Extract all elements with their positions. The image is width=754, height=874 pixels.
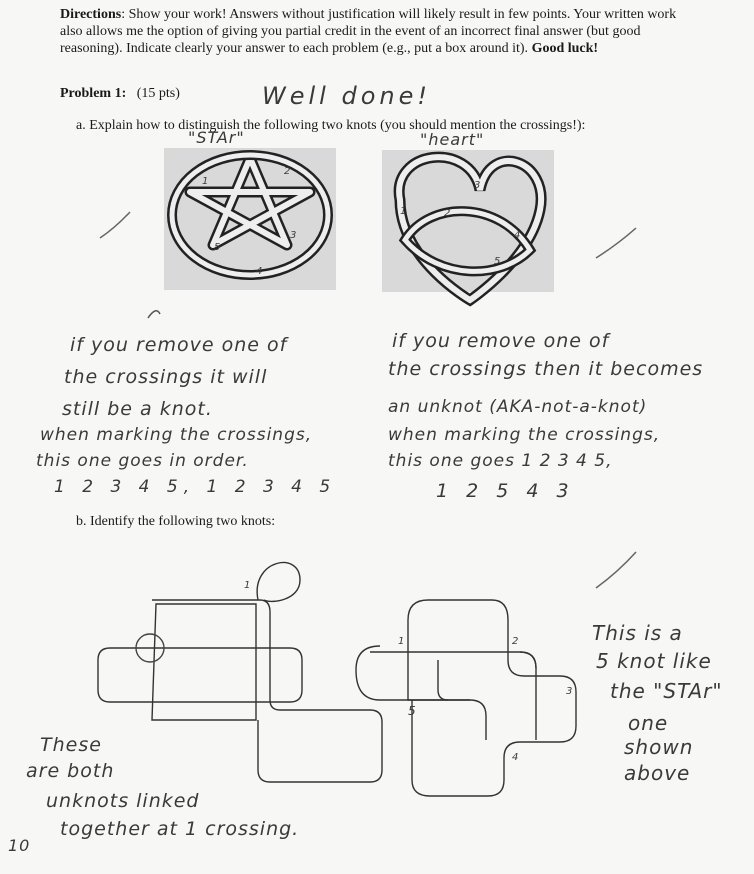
answer-b-right-line: shown xyxy=(624,735,694,759)
star-crossing-3: 3 xyxy=(290,230,298,241)
star-label: "STAr" xyxy=(188,128,245,147)
answer-right-line: this one goes 1 2 3 4 5, xyxy=(388,451,613,471)
answer-b-left-line: together at 1 crossing. xyxy=(60,818,300,840)
part-b-prompt: b. Identify the following two knots: xyxy=(76,514,276,529)
answer-b-left-line: unknots linked xyxy=(46,790,200,812)
link-crossing-label: 1 xyxy=(244,580,252,591)
answer-b-right-line: This is a xyxy=(592,621,683,645)
check-mark-icon xyxy=(596,228,636,258)
directions-label: Directions xyxy=(60,7,122,22)
answer-b-right-line: 5 knot like xyxy=(596,649,712,673)
answer-left-line: still be a knot. xyxy=(62,398,213,420)
answer-left-line: when marking the crossings, xyxy=(40,425,313,445)
heart-knot-diagram xyxy=(399,157,541,300)
heart-crossing-3: 3 xyxy=(474,180,482,191)
answer-b-left-line: These xyxy=(40,734,102,756)
heart-crossing-5: 5 xyxy=(494,256,502,267)
star-crossing-2: 2 xyxy=(284,166,292,177)
directions-text: : Show your work! Answers without justification will likely result in few points. Your written work also allows me the option of giving you partial credit in the event of an incorrect final answer (but good reasoning). Indicate clearly your answer to each problem (e.g., put a box around it). xyxy=(60,7,677,56)
knot-crossing-5: 5 xyxy=(408,704,417,718)
star-knot-diagram xyxy=(172,155,328,275)
answer-left-line: the crossings it will xyxy=(64,366,268,388)
knot-crossing-4: 4 xyxy=(512,752,520,763)
check-mark-icon xyxy=(596,552,636,588)
answer-b-right-line: one xyxy=(628,711,669,735)
good-luck: Good luck! xyxy=(531,41,599,56)
heart-crossing-4: 4 xyxy=(514,230,522,241)
answer-right-line: if you remove one of xyxy=(392,330,610,352)
star-crossing-5: 5 xyxy=(214,242,222,253)
answer-b-left-line: are both xyxy=(26,760,115,782)
heart-crossing-2: 2 xyxy=(444,208,452,219)
problem-title: Problem 1: xyxy=(60,86,127,101)
answer-b-right-line: above xyxy=(624,761,691,785)
star-crossing-1: 1 xyxy=(202,176,210,187)
star-crossing-4: 4 xyxy=(256,266,264,277)
caret-mark-icon xyxy=(148,311,160,318)
linked-unknots-diagram xyxy=(98,563,382,782)
five-crossing-knot-diagram xyxy=(356,600,576,796)
answer-b-right-line: the "STAr" xyxy=(610,679,723,703)
page-score: 10 xyxy=(8,836,31,855)
knot-crossing-2: 2 xyxy=(512,636,520,647)
answer-right-line: an unknot (AKA-not-a-knot) xyxy=(388,397,648,417)
check-mark-icon xyxy=(100,212,130,238)
answer-left-line: if you remove one of xyxy=(70,334,288,356)
part-a-prompt: a. Explain how to distinguish the following two knots (you should mention the crossings!): xyxy=(76,118,586,133)
answer-right-line: when marking the crossings, xyxy=(388,425,661,445)
heart-label: "heart" xyxy=(420,130,485,149)
answer-left-line: this one goes in order. xyxy=(36,451,249,471)
heart-crossing-1: 1 xyxy=(400,206,408,217)
knot-crossing-1: 1 xyxy=(398,636,406,647)
problem-points: (15 pts) xyxy=(136,86,180,101)
answer-right-line: 1 2 5 4 3 xyxy=(436,480,575,502)
answer-right-line: the crossings then it becomes xyxy=(388,358,704,380)
knot-crossing-3: 3 xyxy=(566,686,574,697)
grader-note: Well done! xyxy=(262,82,431,110)
answer-left-line: 1 2 3 4 5, 1 2 3 4 5 xyxy=(54,477,337,497)
